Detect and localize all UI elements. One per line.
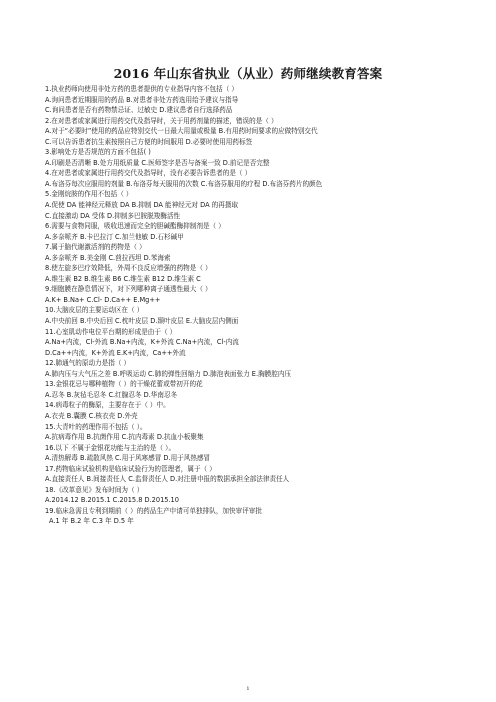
- question-text: 5.金刚烷胺的作用不包括（ ）: [45, 190, 133, 199]
- answer-options: A.印刷是否清晰 B.处方用纸质量 C.医师签字是否与备案一致 D.前记是否完整: [45, 158, 270, 167]
- answer-options: A.中央前回 B.中央后回 C.枕叶皮层 D.颞叶皮层 E.大脑皮层内侧面: [45, 317, 239, 326]
- page-number: 1: [246, 686, 250, 692]
- answer-options: A.直接责任人 B.间接责任人 C.监督责任人 D.对注册申报的数据承担全部法律责任人: [45, 475, 290, 484]
- answer-options: A.2014.12 B.2015.1 C.2015.8 D.2015.10: [45, 496, 179, 505]
- answer-options: A.多奈哌齐 B.美金刚 C.茴拉西坦 D.苯海索: [45, 253, 171, 262]
- question-text: 17.药物临床试验机构是临床试验行为的管理者，属于（ ）: [45, 464, 216, 473]
- question-text: 1.执业药师向使用非处方药的患者提供的专业指导内容不包括（ ）: [45, 85, 239, 93]
- answer-options: A.清热解毒 B.疏散风热 C.用于风寒感冒 D.用于风热感冒: [45, 454, 211, 463]
- question-text: 8.使左旋多巴疗效降低，外周不良反应增强的药物是（ ）: [45, 264, 212, 273]
- question-list: [45, 84, 465, 527]
- answer-options: D.Ca++内流，K+外流 E.K+内流，Ca++外流: [45, 348, 186, 357]
- question-text: 10.大脑皮层的主要运动区在（ ）: [45, 306, 144, 315]
- question-text: 9.细胞膜在静息情况下，对下列哪种离子通透性最大（ ）: [45, 285, 212, 294]
- answer-options: A.肺内压与大气压之差 B.呼吸运动 C.肺的弹性回缩力 D.肺泡表面张力 E.胸膜腔内压: [45, 369, 292, 378]
- answer-options: A.询问患者近期服用的药品 B.对患者非处方药选用给予建议与指导: [45, 95, 239, 104]
- question-text: 14.病毒粒子的酶原，主要存在于（ ）中。: [45, 401, 170, 410]
- answer-options: A.忍冬 B.灰毡毛忍冬 C.红腺忍冬 D.华南忍冬: [45, 390, 178, 399]
- question-text: 13.金银花忌与哪种植物（ ）的干燥花蕾或带初开的花: [45, 380, 203, 389]
- question-text: 3.影响处方是否规范的方面不包括( ): [45, 148, 151, 157]
- question-text: 16.以下 不属于金银花功能与主治的是（ ）。: [45, 443, 176, 452]
- answer-options: A.抗病毒作用 B.抗菌作用 C.抗内毒素 D.抗血小板聚集: [45, 433, 204, 442]
- document-title: 2016 年山东省执业（从业）药师继续教育答案: [113, 66, 383, 81]
- answer-options: C.可以告诉患者抗生素按照自己方便的时间服用 D.必要时使用用药标签: [45, 137, 253, 146]
- answer-options: A.对于“必要时”使用的药品应特别交代一日最大用量或极量 B.有用药时间要求的应做特别交代: [45, 127, 318, 136]
- answer-options: A.促使 DA 能神经元释放 DA B.抑制 DA 能神经元对 DA 的再摄取: [45, 201, 239, 210]
- question-text: 18.《改革意见》发布时间为（ ）: [45, 485, 144, 494]
- question-text: 19.临床急需且专利到期前（ ）的药品生产申请可单独排队，加快审评审批: [45, 506, 262, 515]
- answer-options: A.维生素 B2 B.维生素 B6 C.维生素 B12 D.维生素 C: [45, 274, 201, 283]
- answer-options: A.1 年 B.2 年 C.3 年 D.5 年: [49, 517, 134, 526]
- question-text: 6.需要与食物同服，吸收迅速而完全的胆碱酯酶抑制剂是（ ）: [45, 222, 225, 231]
- answer-options: A.衣壳 B.囊膜 C.核衣壳 D.外壳: [45, 411, 138, 420]
- answer-options: A.Na+内流，Cl-外流 B.Na+内流，K+外流 C.Na+内流，Cl-内流: [45, 338, 239, 347]
- answer-options: A.布洛芬每次应服用的剂量 B.布洛芬每天服用的次数 C.布洛芬服用的疗程 D.布洛芬药片的颜色: [45, 179, 323, 188]
- question-text: 4.在对患者或家属进行用药交代及指导时，没有必要告诉患者的是（ ）: [45, 169, 252, 178]
- question-text: 15.大青叶的药理作用不包括（ ）。: [45, 422, 147, 431]
- question-text: 2.在对患者或家属进行用药交代及指导时，关于用药剂量的描述，错误的是（ ）: [45, 116, 278, 125]
- question-text: 12.肺通气的原动力是指（ ）: [45, 359, 131, 368]
- question-text: 7.属于脑代谢激活剂的药物是（ ）: [45, 243, 146, 252]
- answer-options: C.询问患者是否有药物禁忌证、过敏史 D.建议患者自行选择药品: [45, 106, 233, 115]
- answer-options: A.多奈哌齐 B.卡巴拉汀 C.加兰他敏 D.石杉碱甲: [45, 232, 184, 241]
- answer-options: C.直接激动 DA 受体 D.抑制多巴胺脱羧酶活性: [45, 211, 181, 220]
- answer-options: A.K+ B.Na+ C.Cl- D.Ca++ E.Mg++: [45, 295, 161, 304]
- question-text: 11.心室肌动作电位平台期的形成是由于（ ）: [45, 327, 177, 336]
